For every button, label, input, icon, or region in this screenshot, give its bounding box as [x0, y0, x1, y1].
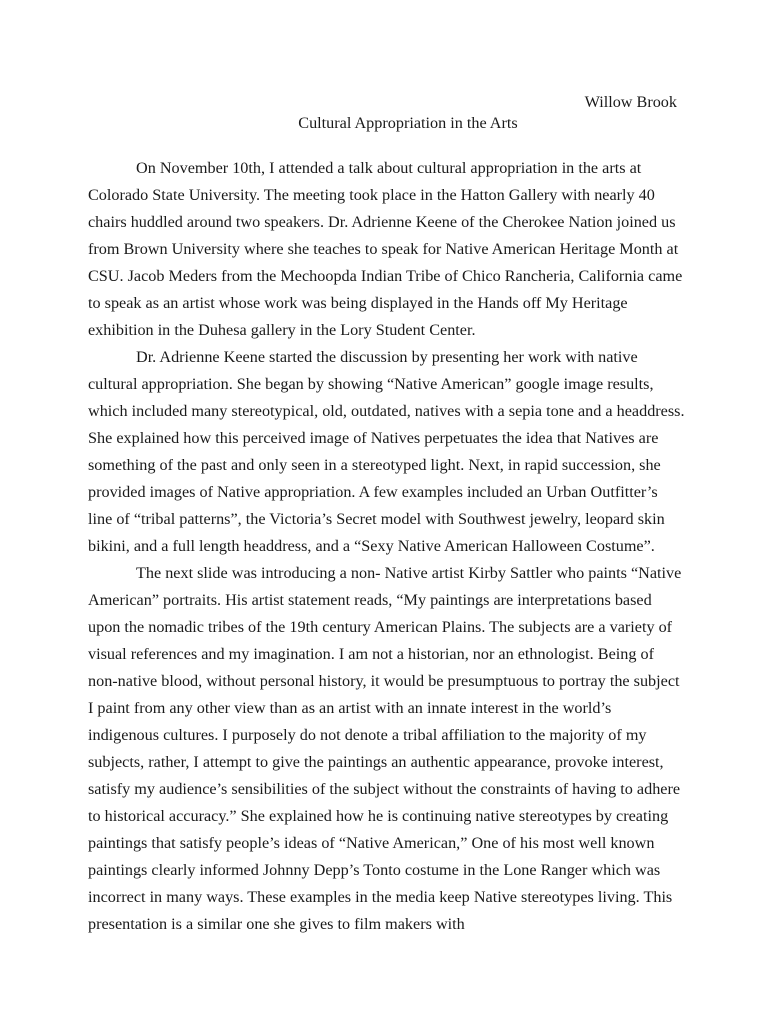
author-name: Willow Brook: [584, 93, 677, 111]
paragraph-3: The next slide was introducing a non- Native artist Kirby Sattler who paints “Native American” portraits. His artist statement reads, “My paintings are interpretations based upon the nomadic tribes of the 19th century American Plains. The subjects are a variety of visual references and my imagination. I am not a historian, nor an ethnologist. Being of non-native blood, without personal history, it would be presumptuous to portray the subject I paint from any other view than as an artist with an innate interest in the world’s indigenous cultures. I purposely do not denote a tribal affiliation to the majority of my subjects, rather, I attempt to give the paintings an authentic appearance, provoke interest, satisfy my audience’s sensibilities of the subject without the constraints of having to adhere to historical accuracy.” She explained how he is continuing native stereotypes by creating paintings that satisfy people’s ideas of “Native American,” One of his most well known paintings clearly informed Johnny Depp’s Tonto costume in the Lone Ranger which was incorrect in many ways. These examples in the media keep Native stereotypes living. This presentation is a similar one she gives to film makers with: [88, 564, 682, 933]
paragraph-2: Dr. Adrienne Keene started the discussion by presenting her work with native cultural appropriation. She began by showing “Native American” google image results, which included many stereotypical, old, outdated, natives with a sepia tone and a headdress. She explained how this perceived image of Natives perpetuates the idea that Natives are something of the past and only seen in a stereotyped light. Next, in rapid succession, she provided images of Native appropriation. A few examples included an Urban Outfitter’s line of “tribal patterns”, the Victoria’s Secret model with Southwest jewelry, leopard skin bikini, and a full length headdress, and a “Sexy Native American Halloween Costume”.: [88, 348, 685, 555]
document-title: Cultural Appropriation in the Arts: [298, 114, 518, 132]
document-body: [88, 155, 686, 938]
paragraph-1: On November 10th, I attended a talk about cultural appropriation in the arts at Colorado State University. The meeting took place in the Hatton Gallery with nearly 40 chairs huddled around two speakers. Dr. Adrienne Keene of the Cherokee Nation joined us from Brown University where she teaches to speak for Native American Heritage Month at CSU. Jacob Meders from the Mechoopda Indian Tribe of Chico Rancheria, California came to speak as an artist whose work was being displayed in the Hands off My Heritage exhibition in the Duhesa gallery in the Lory Student Center.: [88, 159, 683, 339]
